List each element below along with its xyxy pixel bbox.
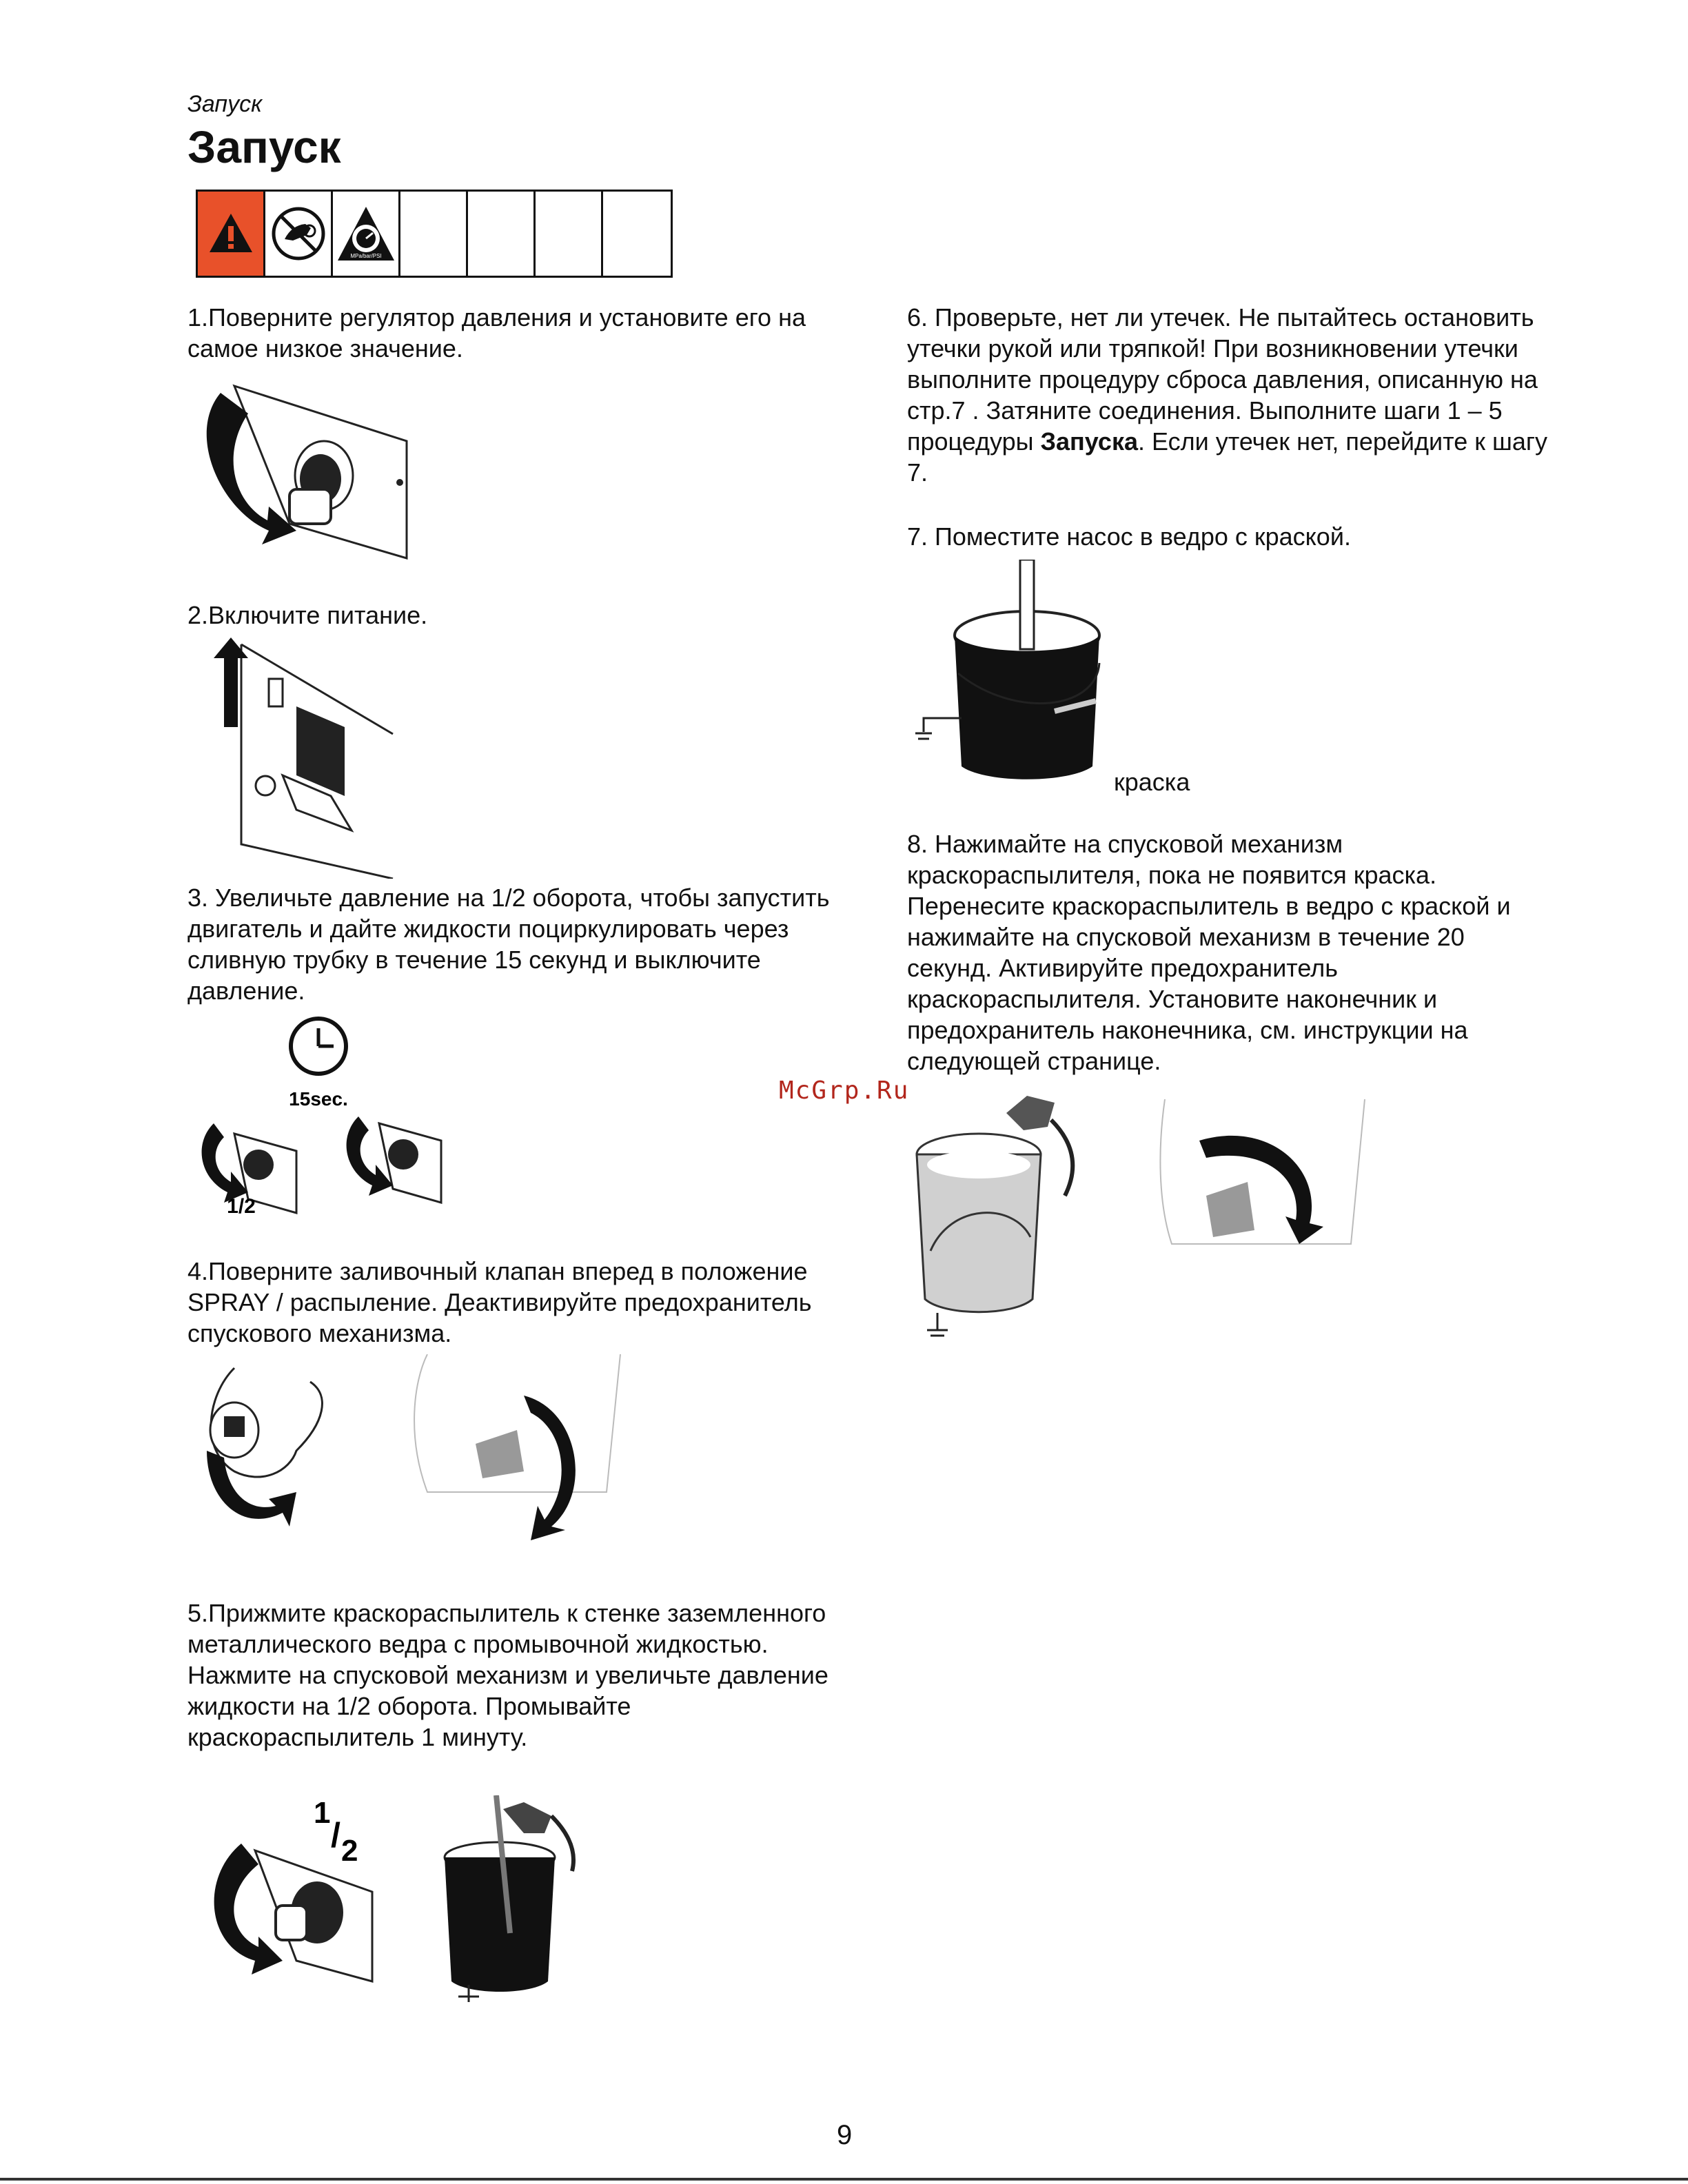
step-4-text: 4.Поверните заливочный клапан вперед в положение SPRAY / распыление. Деактивируйте предохранитель спускового механизма. xyxy=(187,1257,812,1347)
prime-gun-figure xyxy=(910,1092,1379,1340)
page-number: 9 xyxy=(837,2120,853,2150)
step-6-text xyxy=(907,302,1555,488)
no-hand-spray-icon xyxy=(265,192,333,276)
prime-valve-figure xyxy=(193,1354,634,1554)
empty-icon-cell xyxy=(603,192,671,276)
step-1-text: 1.Поверните регулятор давления и установите его на самое низкое значение. xyxy=(187,303,806,363)
half-turn-label: 1/2 xyxy=(227,1195,256,1218)
step-2-text: 2.Включите питание. xyxy=(187,601,428,629)
empty-icon-cell xyxy=(536,192,603,276)
flush-figure xyxy=(193,1795,634,2002)
step-7-text: 7. Поместите насос в ведро с краской. xyxy=(907,522,1351,551)
step-5-text: 5.Прижмите краскораспылитель к стенке заземленного металлического ведра с промывочной жидкостью. Нажмите на спусковой механизм и увеличьте давление жидкости на 1/2 оборота. Промывайте краскораспылитель 1 минуту. xyxy=(187,1599,828,1751)
empty-icon-cell xyxy=(400,192,468,276)
timer-label: 15sec. xyxy=(289,1088,348,1110)
timer-knobs-figure xyxy=(193,1013,469,1220)
step-6-text-a: 6. Проверьте, нет ли утечек. Не пытайтесь остановить утечки рукой или тряпкой! При возникновении утечки выполните процедуру сброса давления, описанную на стр.7 . Затяните соединения. Выполните шаги 1 – 5 процедуры xyxy=(907,303,1538,456)
page-title: Запуск xyxy=(187,121,341,172)
section-label: Запуск xyxy=(187,91,263,117)
bottom-divider xyxy=(0,2178,1688,2181)
warning-triangle-icon xyxy=(198,192,265,276)
pump-in-bucket-figure xyxy=(910,560,1117,787)
pressure-knob-figure xyxy=(193,372,420,565)
step-8-text: 8. Нажимайте на спусковой механизм краскораспылителя, пока не появится краска. Перенесите краскораспылитель в ведро с краской и нажимайте на спусковой механизм в течение 20 секунд. Активируйте предохранитель краскораспылителя. Установите наконечник и предохранитель наконечника, см. инструкции на следующей странице. xyxy=(907,830,1511,1075)
pressure-icon-label: MPa/bar/PSI xyxy=(349,253,382,259)
half-denominator: 2 xyxy=(341,1834,358,1868)
safety-icon-strip xyxy=(196,190,673,278)
power-switch-figure xyxy=(193,637,400,879)
paint-label: краска xyxy=(1114,768,1190,796)
watermark: McGrp.Ru xyxy=(779,1076,910,1105)
half-numerator: 1 xyxy=(314,1796,331,1830)
step-6-text-b: . Если утечек нет, перейдите к шагу 7. xyxy=(907,427,1548,487)
step-6-bold: Запуска xyxy=(1040,427,1138,456)
empty-icon-cell xyxy=(468,192,536,276)
pressure-relief-icon xyxy=(333,192,400,276)
step-3-text: 3. Увеличьте давление на 1/2 оборота, чтобы запустить двигатель и дайте жидкости поциркулировать через сливную трубку в течение 15 секунд и выключите давление. xyxy=(187,884,830,1005)
svg-text:/: / xyxy=(331,1816,340,1855)
